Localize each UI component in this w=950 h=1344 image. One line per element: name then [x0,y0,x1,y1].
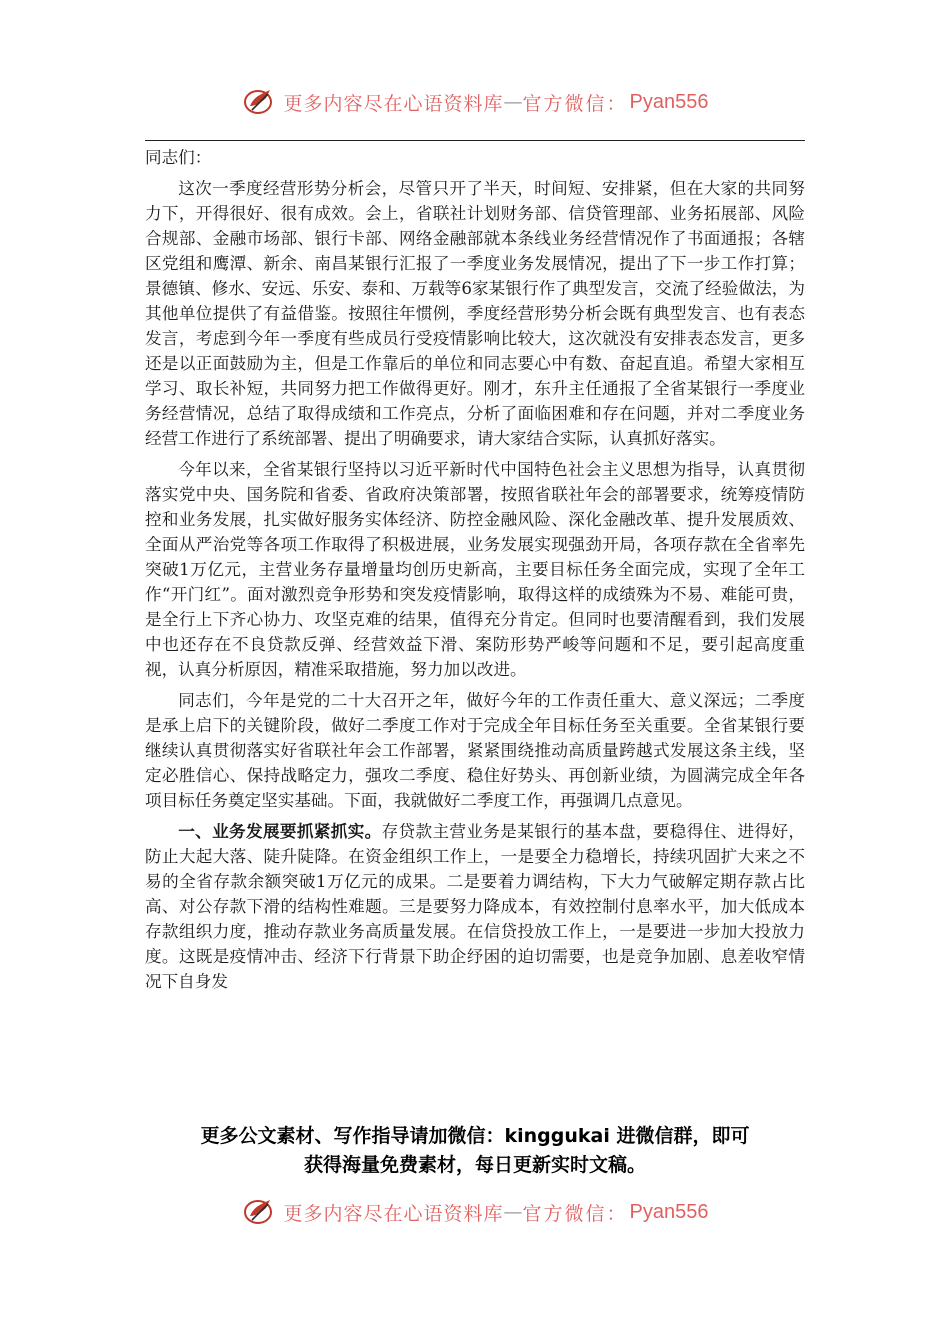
section-heading: 一、业务发展要抓紧抓实。 [178,821,382,841]
book-logo-icon [242,84,278,120]
banner-separator: — [503,91,523,113]
paragraph-2: 今年以来，全省某银行坚持以习近平新时代中国特色社会主义思想为指导，认真贯彻落实党中央、国务院和省委、省政府决策部署，按照省联社年会的部署要求，统筹疫情防控和业务发展，扎实做好服务实体经济、防控金融风险、深化金融改革、提升发展质效、全面从严治党等各项工作取得了积极进展，业务发展实现强劲开局，各项存款在全省率先突破1万亿元，主营业务存量增量均创历史新高，主要目标任务全面完成，实现了全年工作“开门红”。面对激烈竞争形势和突发疫情影响，取得这样的成绩殊为不易、难能可贵，是全行上下齐心协力、攻坚克难的结果，值得充分肯定。但同时也要清醒看到，我们发展中也还存在不良贷款反弹、经营效益下滑、案防形势严峻等问题和不足，要引起高度重视，认真分析原因，精准采取措施，努力加以改进。 [145,460,805,679]
header-banner [0,84,950,120]
banner-wechat-id: Pyan556 [629,1200,709,1223]
paragraph-4 [145,819,805,994]
banner-wechat-id: Pyan556 [629,90,709,113]
document-body [145,145,805,1000]
promo-line-1: 更多公文素材、写作指导请加微信：kinggukai 进微信群，即可 [200,1125,750,1147]
book-logo-icon [242,1194,278,1230]
paragraph-1: 这次一季度经营形势分析会，尽管只开了半天，时间短、安排紧，但在大家的共同努力下，开得很好、很有成效。会上，省联社计划财务部、信贷管理部、业务拓展部、风险合规部、金融市场部、银行卡部、网络金融部就本条线业务经营情况作了书面通报；各辖区党组和鹰潭、新余、南昌某银行汇报了一季度业务发展情况，提出了下一步工作打算；景德镇、修水、安远、乐安、泰和、万载等6家某银行作了典型发言，交流了经验做法，为其他单位提供了有益借鉴。按照往年惯例，季度经营形势分析会既有典型发言、也有表态发言，考虑到今年一季度有些成员行受疫情影响比较大，这次就没有安排表态发言，更多还是以正面鼓励为主，但是工作靠后的单位和同志要心中有数、奋起直追。希望大家相互学习、取长补短，共同努力把工作做得更好。刚才，东升主任通报了全省某银行一季度业务经营情况，总结了取得成绩和工作亮点，分析了面临困难和存在问题，并对二季度业务经营工作进行了系统部署、提出了明确要求，请大家结合实际，认真抓好落实。 [145,179,805,448]
section-text: 存贷款主营业务是某银行的基本盘，要稳得住、进得好，防止大起大落、陡升陡降。在资金组织工作上，一是要全力稳增长，持续巩固扩大来之不易的全省存款余额突破1万亿元的成果。二是要着力调结构，下大力气破解定期存款占比高、对公存款下滑的结构性难题。三是要努力降成本，有效控制付息率水平，加大低成本存款组织力度，推动存款业务高质量发展。在信贷投放工作上，一是要进一步加大投放力度。这既是疫情冲击、经济下行背景下助企纾困的迫切需要，也是竞争加剧、息差收窄情况下自身发 [145,822,805,991]
promo-block [100,1122,850,1180]
banner-text: 更多内容尽在心语资料库 [283,92,504,115]
paragraph-3: 同志们，今年是党的二十大召开之年，做好今年的工作责任重大、意义深远；二季度是承上启下的关键阶段，做好二季度工作对于完成全年目标任务至关重要。全省某银行要继续认真贯彻落实好省联社年会工作部署，紧紧围绕推动高质量跨越式发展这条主线，坚定必胜信心、保持战略定力，强攻二季度、稳住好势头、再创新业绩，为圆满完成全年各项目标任务奠定坚实基础。下面，我就做好二季度工作，再强调几点意见。 [145,691,805,810]
banner-wechat-label: 官方微信： [522,1202,628,1225]
footer-banner [0,1194,950,1230]
header-rule [145,140,805,141]
banner-text: 更多内容尽在心语资料库 [283,1202,504,1225]
promo-line-2: 获得海量免费素材，每日更新实时文稿。 [303,1154,646,1176]
salutation: 同志们： [145,148,212,167]
banner-separator: — [503,1201,523,1223]
banner-wechat-label: 官方微信： [522,92,628,115]
